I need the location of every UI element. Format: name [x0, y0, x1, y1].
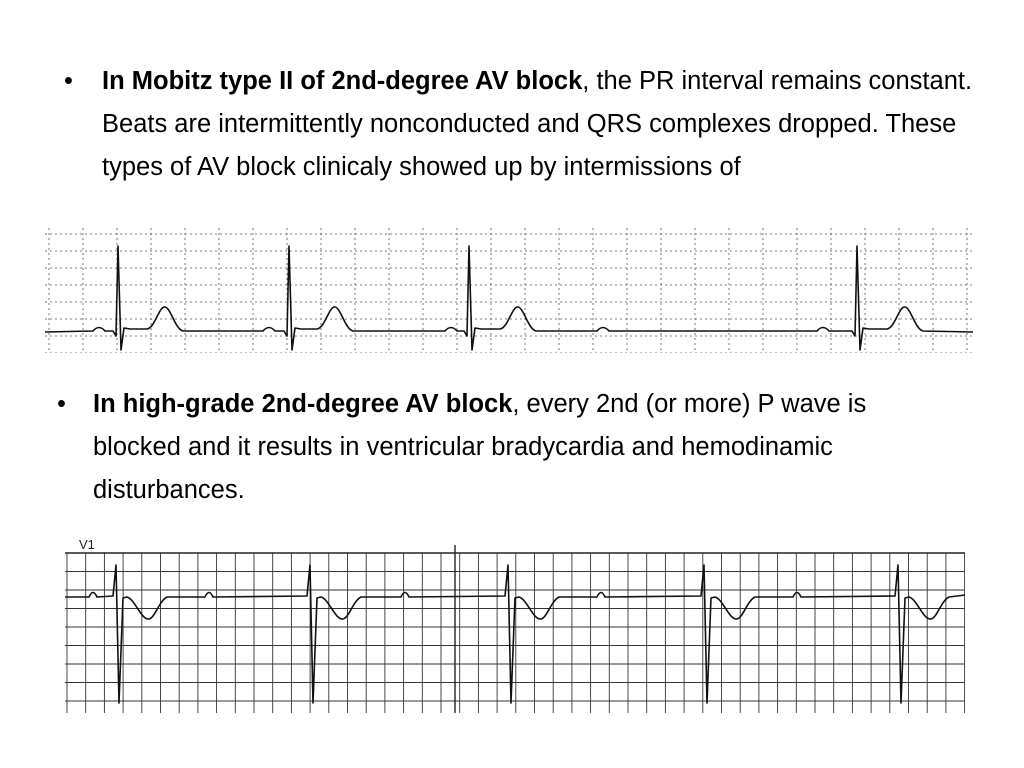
bullet-body-high-grade: , every 2nd (or more) P wave is blocked and it results in ventricular bradycardia and hemodinamic disturbances. — [93, 390, 867, 504]
lead-label: V1 — [79, 537, 95, 552]
bullet-text-mobitz — [102, 60, 982, 189]
bullet-heading-mobitz: In Mobitz type II of 2nd-degree AV block — [102, 67, 583, 95]
ecg-strip-mobitz-ii — [45, 228, 973, 353]
ecg-strip-high-grade — [65, 525, 965, 713]
bullet-body-mobitz: , the PR interval remains constant. Beats are intermittently nonconducted and QRS complexes dropped. These types of AV block clinicaly showed up by intermissions of — [102, 67, 973, 181]
bullet-heading-high-grade: In high-grade 2nd-degree AV block — [93, 390, 513, 418]
bullet-text-high-grade — [93, 383, 913, 512]
bullet-marker: • — [64, 67, 73, 95]
bullet-marker: • — [57, 390, 66, 418]
